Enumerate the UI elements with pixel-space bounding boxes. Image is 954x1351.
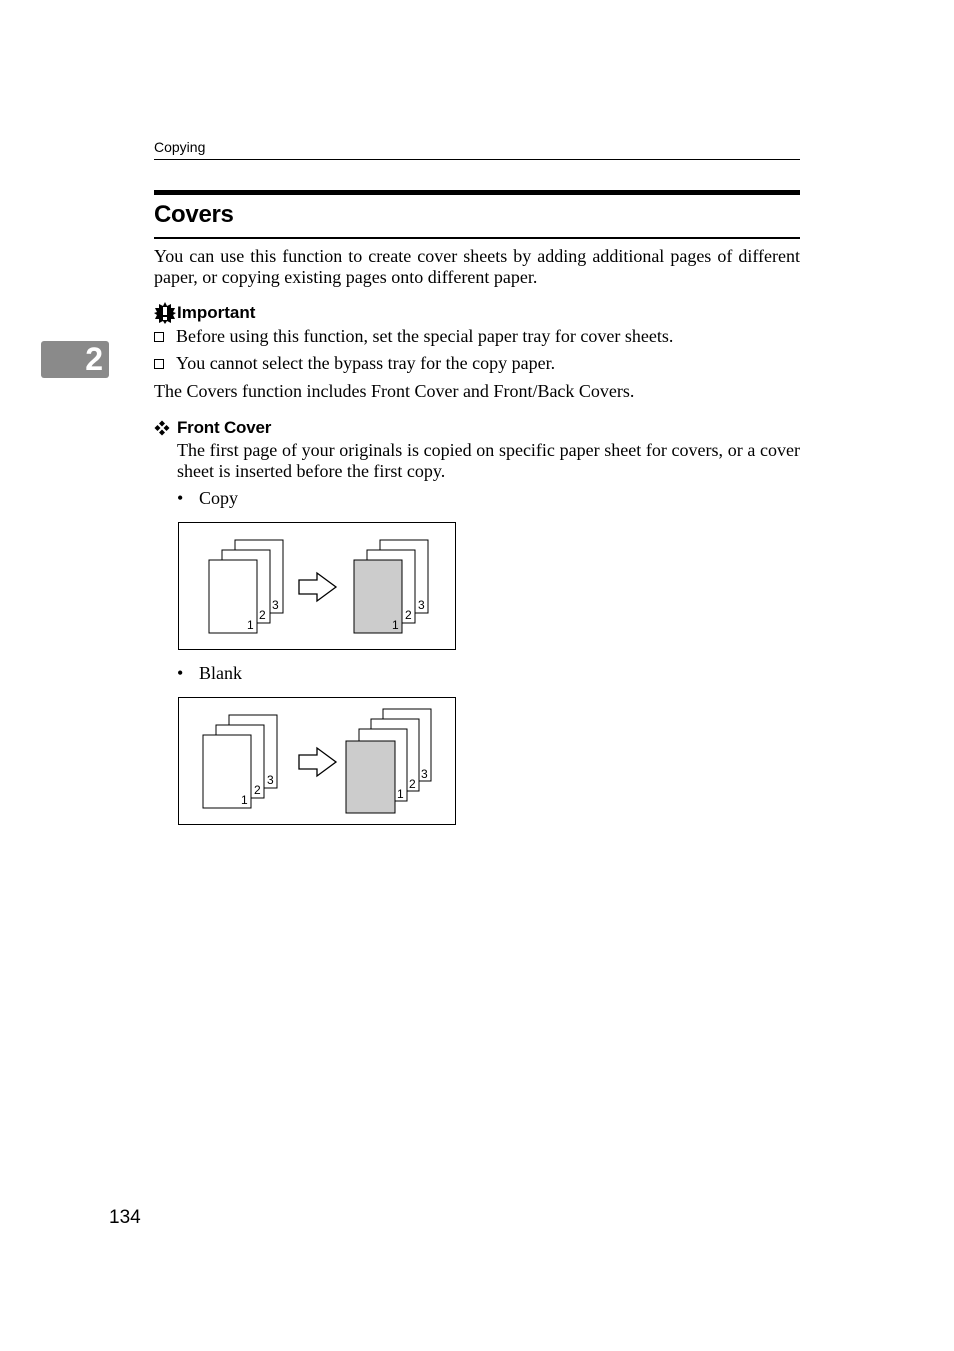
page-label: 3: [418, 598, 425, 612]
arrow-right-icon: [299, 748, 336, 776]
covers-includes-text: The Covers function includes Front Cover and Front/Back Covers.: [154, 381, 635, 401]
copy-diagram: [179, 523, 457, 651]
page-label: 2: [254, 783, 261, 797]
result-stack: [346, 709, 431, 813]
original-stack: [209, 540, 283, 633]
blank-diagram: [179, 698, 457, 826]
important-heading: [154, 302, 255, 324]
chapter-number: 2: [85, 341, 103, 377]
important-item-text: Before using this function, set the special paper tray for cover sheets.: [176, 326, 674, 346]
title-rule-bottom: [154, 237, 800, 239]
important-item-text: You cannot select the bypass tray for the copy paper.: [176, 353, 556, 373]
page-label: 1: [247, 618, 254, 632]
page-number: 134: [109, 1207, 141, 1228]
page-label: 2: [409, 777, 416, 791]
bullet-dot: •: [177, 663, 184, 683]
front-cover-heading-row: [154, 418, 271, 438]
result-stack: [354, 540, 428, 633]
title-rule-top: [154, 190, 800, 195]
running-header: Copying: [154, 139, 206, 155]
front-cover-description: The first page of your originals is copied on specific paper sheet for covers, or a cover sheet is inserted before the first copy.: [177, 440, 800, 481]
important-item: [154, 353, 555, 374]
important-icon: [154, 302, 176, 324]
arrow-right-icon: [299, 573, 336, 601]
important-label: Important: [177, 303, 256, 322]
page-label: 2: [259, 608, 266, 622]
page-label: 3: [421, 767, 428, 781]
bullet-blank: [177, 663, 242, 684]
header-rule: [154, 159, 800, 160]
bullet-label: Copy: [199, 488, 239, 508]
page-label: 2: [405, 608, 412, 622]
bullet-copy: [177, 488, 238, 509]
figure-copy: [178, 522, 456, 650]
figure-blank: [178, 697, 456, 825]
section-title: Covers: [154, 201, 234, 228]
bullet-dot: •: [177, 488, 184, 508]
page-label: 1: [392, 618, 399, 632]
checkbox-icon: [154, 359, 164, 369]
front-cover-heading: Front Cover: [177, 418, 272, 437]
page-label: 3: [267, 773, 274, 787]
bullet-label: Blank: [199, 663, 242, 683]
checkbox-icon: [154, 332, 164, 342]
page-label: 1: [397, 787, 404, 801]
four-diamond-icon: [154, 420, 170, 436]
intro-paragraph: You can use this function to create cover sheets by adding additional pages of different paper, or copying existing pages onto different paper.: [154, 246, 800, 287]
page-label: 3: [272, 598, 279, 612]
page-label: 1: [241, 793, 248, 807]
original-stack: [203, 715, 277, 808]
important-item: [154, 326, 673, 347]
chapter-tab: [41, 341, 109, 378]
